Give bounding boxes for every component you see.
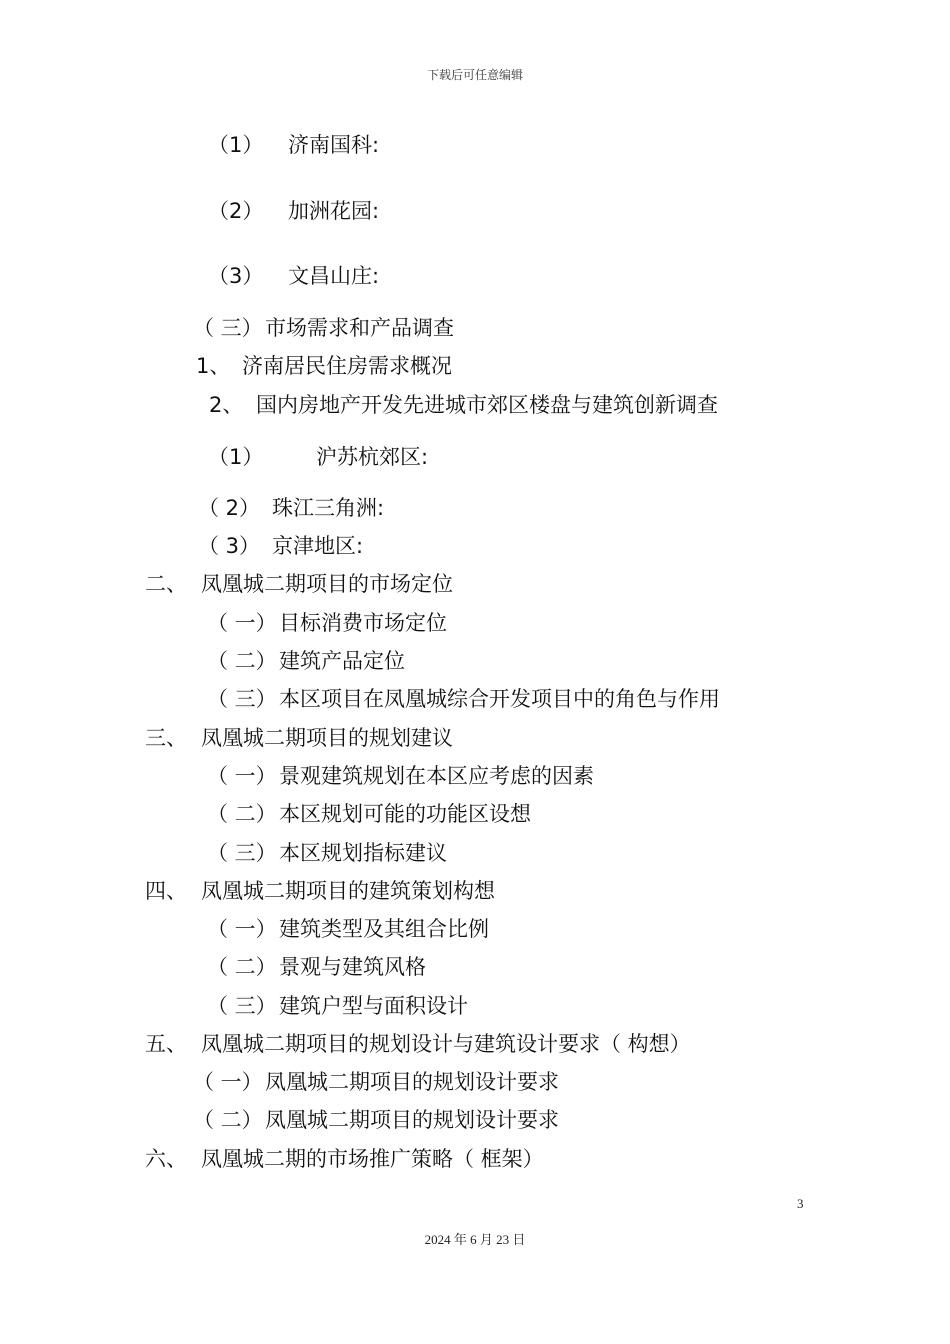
toc-text: 凤凰城二期项目的规划设计与建筑设计要求（ 构想） (201, 1032, 691, 1056)
toc-entry (207, 802, 531, 826)
toc-text: 文昌山庄: (288, 264, 380, 288)
toc-text: 本区项目在凤凰城综合开发项目中的角色与作用 (279, 687, 720, 711)
toc-text: 建筑户型与面积设计 (279, 994, 468, 1018)
toc-entry (193, 1070, 559, 1094)
toc-text: 建筑产品定位 (279, 649, 405, 673)
page-number: 3 (797, 1196, 804, 1211)
toc-entry (196, 354, 452, 378)
toc-number: （ 二） (207, 955, 277, 979)
toc-entry (145, 572, 453, 596)
toc-text: 济南国科: (288, 133, 380, 157)
toc-entry (207, 841, 447, 865)
toc-number: （ 二） (193, 1108, 263, 1132)
toc-entry (207, 994, 468, 1018)
toc-number: （3） (208, 264, 264, 288)
toc-number: （ 三） (207, 994, 277, 1018)
toc-number: 1、 (196, 354, 231, 378)
toc-entry (207, 687, 720, 711)
toc-text: 加洲花园: (288, 199, 380, 223)
toc-text: 本区规划可能的功能区设想 (279, 802, 531, 826)
toc-number: （ 2） (198, 496, 261, 520)
toc-number: （2） (208, 199, 264, 223)
toc-number: （1） (208, 133, 264, 157)
toc-entry (208, 445, 428, 469)
toc-number: （ 三） (193, 316, 263, 340)
toc-entry (208, 264, 379, 288)
toc-entry (208, 133, 379, 157)
toc-text: 本区规划指标建议 (279, 841, 447, 865)
toc-number: （ 一） (207, 611, 277, 635)
toc-entry (193, 316, 454, 340)
toc-number: （ 二） (207, 649, 277, 673)
toc-number: （ 二） (207, 802, 277, 826)
toc-text: 凤凰城二期的市场推广策略（ 框架） (201, 1147, 544, 1171)
toc-text: 凤凰城二期项目的市场定位 (201, 572, 453, 596)
toc-entry (207, 917, 489, 941)
toc-entry (145, 1147, 544, 1171)
toc-number: （1） (208, 445, 264, 469)
toc-text: 景观建筑规划在本区应考虑的因素 (279, 764, 594, 788)
toc-number: 三、 (145, 726, 187, 750)
toc-entry (193, 1108, 559, 1132)
toc-entry (207, 955, 426, 979)
toc-entry (207, 649, 405, 673)
toc-entry (209, 393, 718, 417)
toc-number: 2、 (209, 393, 244, 417)
toc-text: 珠江三角洲: (272, 496, 385, 520)
toc-text: 景观与建筑风格 (279, 955, 426, 979)
toc-text: 济南居民住房需求概况 (242, 354, 452, 378)
toc-entry (198, 534, 363, 558)
toc-text: 沪苏杭郊区: (316, 445, 429, 469)
toc-text: 凤凰城二期项目的规划建议 (201, 726, 453, 750)
toc-number: 二、 (145, 572, 187, 596)
toc-text: 建筑类型及其组合比例 (279, 917, 489, 941)
toc-number: （ 一） (193, 1070, 263, 1094)
toc-text: 京津地区: (272, 534, 364, 558)
toc-entry (207, 611, 447, 635)
toc-entry (145, 1032, 691, 1056)
toc-number: （ 3） (198, 534, 261, 558)
toc-text: 市场需求和产品调查 (265, 316, 454, 340)
toc-number: 四、 (145, 879, 187, 903)
toc-text: 目标消费市场定位 (279, 611, 447, 635)
toc-entry (208, 199, 379, 223)
footer-date: 2024 年 6 月 23 日 (424, 1232, 526, 1247)
toc-text: 凤凰城二期项目的建筑策划构想 (201, 879, 495, 903)
toc-number: （ 一） (207, 917, 277, 941)
toc-number: （ 一） (207, 764, 277, 788)
toc-entry (198, 496, 384, 520)
toc-entry (145, 726, 453, 750)
toc-entry (207, 764, 594, 788)
toc-text: 凤凰城二期项目的规划设计要求 (265, 1070, 559, 1094)
toc-text: 国内房地产开发先进城市郊区楼盘与建筑创新调查 (256, 393, 718, 417)
toc-number: （ 三） (207, 687, 277, 711)
toc-entry (145, 879, 495, 903)
toc-number: （ 三） (207, 841, 277, 865)
page-header: 下载后可任意编辑 (426, 68, 523, 82)
toc-number: 六、 (145, 1147, 187, 1171)
toc-text: 凤凰城二期项目的规划设计要求 (265, 1108, 559, 1132)
toc-number: 五、 (145, 1032, 187, 1056)
